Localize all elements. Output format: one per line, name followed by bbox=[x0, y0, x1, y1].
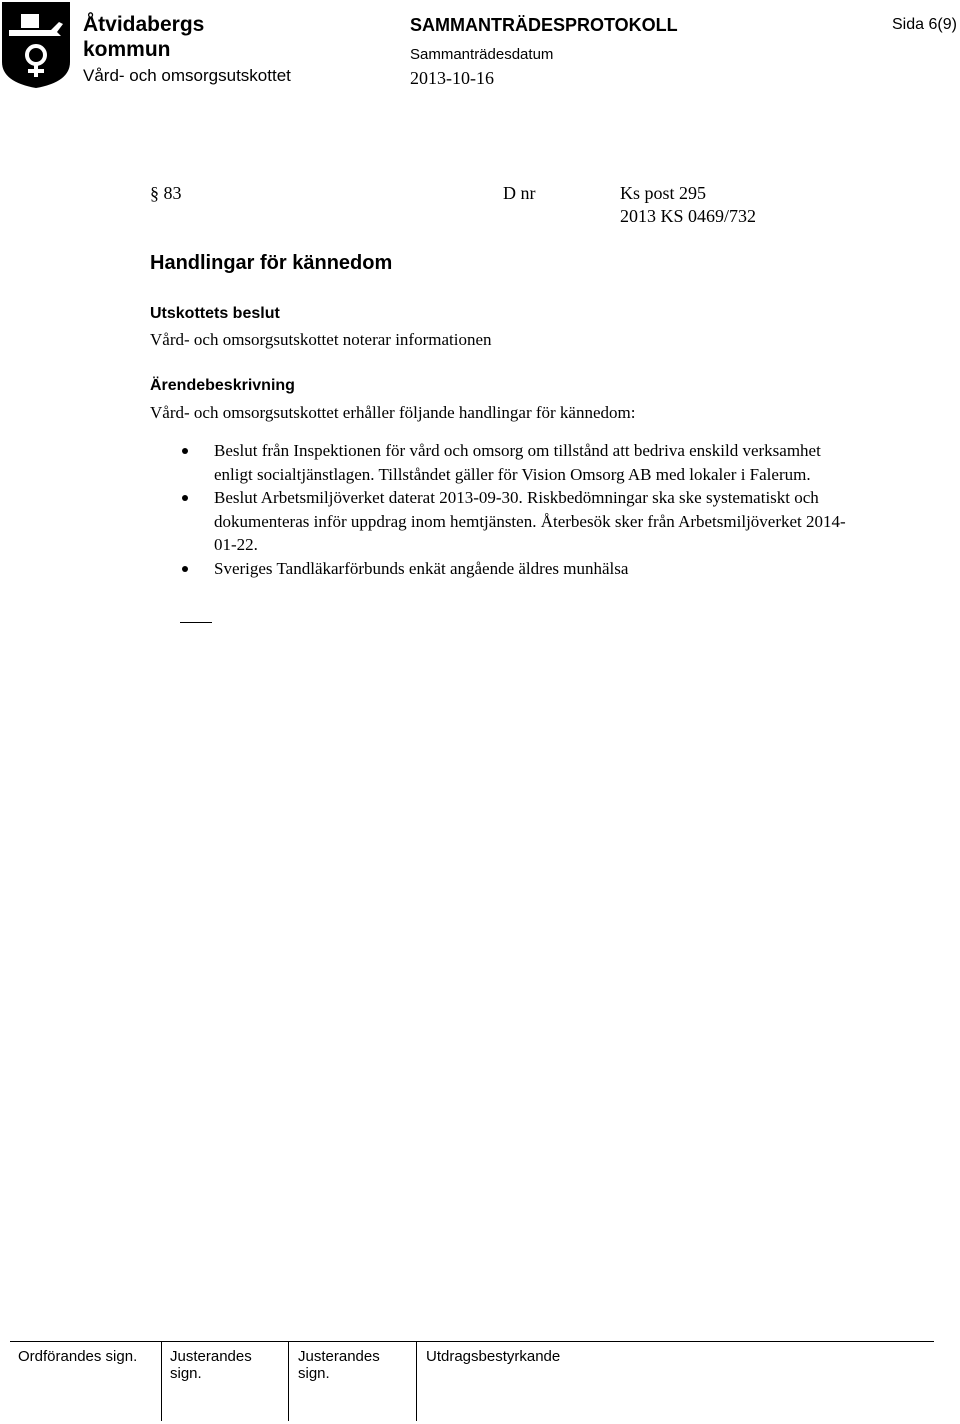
ks-post: Ks post 295 bbox=[620, 183, 707, 203]
bullet-icon bbox=[182, 566, 188, 572]
list-item bbox=[150, 486, 850, 557]
ks-reference: 2013 KS 0469/732 bbox=[620, 206, 757, 226]
committee-name: Vård- och omsorgsutskottet bbox=[83, 66, 291, 85]
coat-of-arms-icon bbox=[1, 0, 71, 90]
adjuster-signature-sublabel: sign. bbox=[170, 1365, 202, 1382]
adjuster-signature-label: Justerandes bbox=[170, 1348, 252, 1365]
org-name: Åtvidabergs bbox=[83, 13, 205, 36]
item-title: Handlingar för kännedom bbox=[150, 252, 393, 274]
adjuster-signature-label: Justerandes bbox=[298, 1348, 380, 1365]
decision-heading: Utskottets beslut bbox=[150, 305, 280, 322]
meeting-date: 2013-10-16 bbox=[410, 68, 494, 88]
extract-certification-label: Utdragsbestyrkande bbox=[426, 1348, 561, 1365]
footer-divider bbox=[416, 1341, 417, 1421]
bullet-icon bbox=[182, 448, 188, 454]
description-heading: Ärendebeskrivning bbox=[150, 377, 295, 394]
footer-rule bbox=[10, 1341, 934, 1342]
description-intro: Vård- och omsorgsutskottet erhåller följande handlingar för kännedom: bbox=[150, 403, 636, 422]
dnr-label: D nr bbox=[503, 183, 536, 203]
page-number: Sida 6(9) bbox=[892, 16, 957, 33]
decision-text: Vård- och omsorgsutskottet noterar informationen bbox=[150, 330, 492, 349]
bullet-icon bbox=[182, 495, 188, 501]
footer-divider bbox=[161, 1341, 162, 1421]
meeting-date-label: Sammanträdesdatum bbox=[410, 46, 554, 63]
end-rule bbox=[180, 622, 212, 623]
list-item-text: Beslut från Inspektionen för vård och omsorg om tillstånd att bedriva enskild verksamhet enligt socialtjänstlagen. Tillståndet gäller för Vision Omsorg AB med lokaler i Falerum. bbox=[214, 441, 821, 484]
list-item-text: Beslut Arbetsmiljöverket daterat 2013-09-30. Riskbedömningar ska ske systematiskt och dokumenteras inför uppdrag inom hemtjänsten. Återbesök sker från Arbetsmiljöverket 2014-01-22. bbox=[214, 488, 846, 554]
list-item bbox=[150, 557, 850, 581]
list-item bbox=[150, 439, 850, 486]
documents-list bbox=[150, 439, 850, 580]
adjuster-signature-sublabel: sign. bbox=[298, 1365, 330, 1382]
org-name-line2: kommun bbox=[83, 38, 171, 61]
paragraph-number: § 83 bbox=[150, 183, 182, 203]
document-type: SAMMANTRÄDESPROTOKOLL bbox=[410, 15, 678, 35]
chair-signature-label: Ordförandes sign. bbox=[18, 1348, 138, 1365]
footer-divider bbox=[288, 1341, 289, 1421]
list-item-text: Sveriges Tandläkarförbunds enkät angående äldres munhälsa bbox=[214, 558, 629, 578]
